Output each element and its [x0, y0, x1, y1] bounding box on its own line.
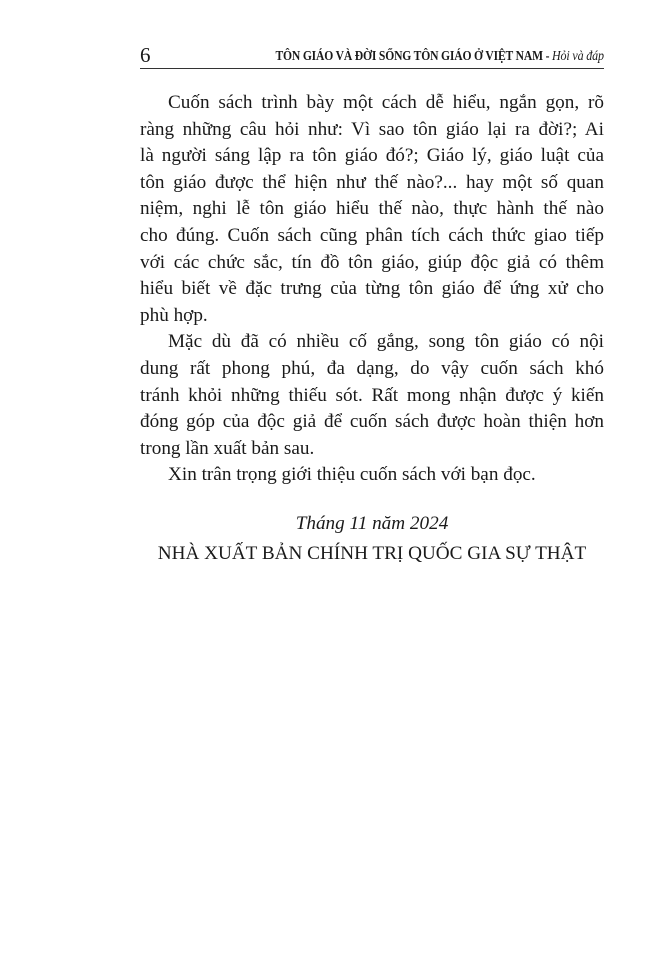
text-line: trong lần xuất bản sau.: [140, 437, 315, 459]
signature-publisher: NHÀ XUẤT BẢN CHÍNH TRỊ QUỐC GIA SỰ THẬT: [157, 543, 587, 564]
book-subtitle: Hỏi và đáp: [552, 49, 604, 64]
text-line: với các chức sắc, tín đồ tôn giáo, giúp độc giả có thêm: [140, 251, 604, 273]
book-title: [276, 46, 604, 67]
text-line: dung rất phong phú, đa dạng, do vậy cuốn sách khó: [140, 357, 604, 379]
title-separator: -: [543, 48, 553, 63]
paragraph: [140, 462, 604, 489]
text-line: phù hợp.: [140, 304, 208, 326]
signature-date: Tháng 11 năm 2024: [295, 513, 449, 534]
text-line: ràng những câu hỏi như: Vì sao tôn giáo lại ra đời?; Ai: [140, 118, 604, 140]
running-header: [140, 42, 604, 69]
text-line: cho đúng. Cuốn sách cũng phân tích cách thức giao tiếp: [140, 224, 604, 246]
text-line: niệm, nghi lễ tôn giáo hiểu thế nào, thực hành thế nào: [140, 198, 604, 220]
text-line: Xin trân trọng giới thiệu cuốn sách với bạn đọc.: [168, 464, 536, 486]
text-line: hiểu biết về đặc trưng của từng tôn giáo để ứng xử cho: [140, 278, 604, 300]
paragraph: [140, 329, 604, 462]
text-line: tránh khỏi những thiếu sót. Rất mong nhận được ý kiến: [140, 384, 604, 406]
text-line: là người sáng lập ra tôn giáo đó?; Giáo lý, giáo luật của: [140, 145, 604, 167]
page-number: 6: [140, 43, 151, 67]
paragraph: [140, 90, 604, 329]
text-line: Mặc dù đã có nhiều cố gắng, song tôn giáo có nội: [168, 331, 604, 353]
text-line: tôn giáo được thể hiện như thế nào?... hay một số quan: [140, 171, 604, 193]
book-title-main: TÔN GIÁO VÀ ĐỜI SỐNG TÔN GIÁO Ở VIỆT NAM: [275, 48, 544, 63]
body-text: [140, 90, 604, 489]
text-line: Cuốn sách trình bày một cách dễ hiểu, ngắn gọn, rõ: [168, 92, 604, 113]
text-line: đóng góp của độc giả để cuốn sách được hoàn thiện hơn: [140, 411, 604, 433]
